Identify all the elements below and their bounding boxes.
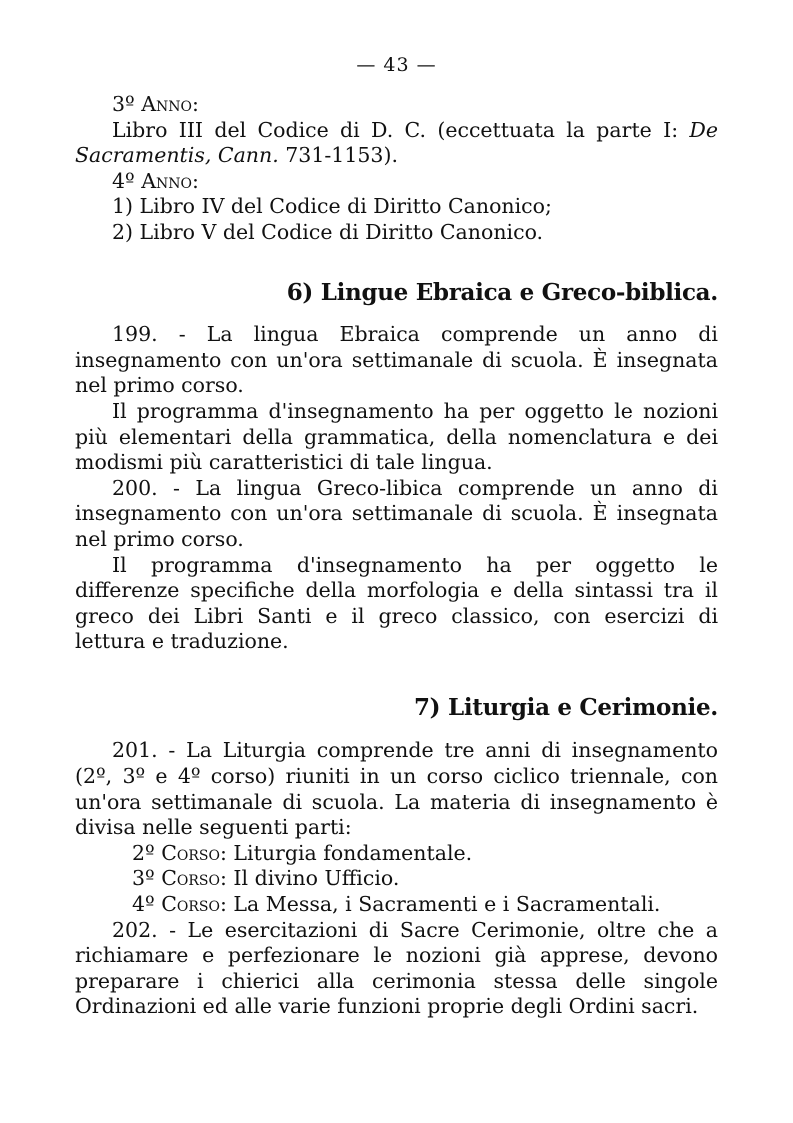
paragraph-200: 200. - La lingua Greco-libica comprende un anno di insegnamento con un'ora settimanale di scuola. È insegnata nel primo corso. bbox=[75, 475, 718, 551]
year3-text bbox=[75, 118, 718, 169]
course-2-label: 2º Corso: bbox=[132, 840, 227, 865]
course-3 bbox=[75, 866, 718, 892]
section-7-title: Liturgia e Cerimonie. bbox=[447, 693, 718, 721]
year4-label-text: 4º Anno: bbox=[112, 168, 199, 193]
course-2-text: Liturgia fondamentale. bbox=[226, 840, 473, 865]
year3-label-text: 3º Anno: bbox=[112, 92, 199, 116]
course-3-text: Il divino Ufficio. bbox=[226, 866, 400, 891]
course-4-label: 4º Corso: bbox=[132, 892, 227, 917]
paragraph-199-program: Il programma d'insegnamento ha per oggetto le nozioni più elementari della grammatica, della nomenclatura e dei modismi più caratteristici di tale lingua. bbox=[75, 398, 718, 475]
year4-label bbox=[75, 169, 718, 195]
paragraph-200-program: Il programma d'insegnamento ha per oggetto le differenze specifiche della morfologia e della sintassi tra il greco dei Libri Santi e il greco classico, con esercizi di lettura e traduzione. bbox=[75, 552, 718, 654]
paragraph-202: 202. - Le esercitazioni di Sacre Cerimonie, oltre che a richiamare e perfezionare le nozioni già apprese, devono preparare i chierici alla cerimonia stessa delle singole Ordinazioni ed alle varie funzioni proprie degli Ordini sacri. bbox=[75, 917, 718, 1019]
section-6-heading bbox=[75, 280, 718, 306]
course-4 bbox=[75, 892, 718, 918]
paragraph-199: 199. - La lingua Ebraica comprende un anno di insegnamento con un'ora settimanale di scuola. È insegnata nel primo corso. bbox=[75, 322, 718, 398]
course-3-label: 3º Corso: bbox=[132, 866, 227, 891]
year3-label bbox=[75, 92, 718, 118]
year3-text-b: 731-1153). bbox=[278, 143, 398, 168]
year4-item-2: 2) Libro V del Codice di Diritto Canonico. bbox=[112, 219, 544, 244]
page-number: — 43 — bbox=[356, 54, 437, 76]
course-4-text: La Messa, i Sacramenti e i Sacramentali. bbox=[226, 892, 661, 917]
course-2 bbox=[75, 841, 718, 867]
year3-text-italic: De Sacramentis, Cann. bbox=[75, 117, 718, 168]
section-6-number: 6) bbox=[286, 278, 313, 306]
paragraph-201: 201. - La Liturgia comprende tre anni di insegnamento (2º, 3º e 4º corso) riuniti in un corso ciclico triennale, con un'ora settimanale di scuola. La materia di insegnamento è divisa nelle seguenti parti: bbox=[75, 738, 718, 840]
section-7-heading bbox=[75, 695, 718, 721]
section-7-number: 7) bbox=[413, 693, 441, 721]
year3-text-a: Libro III del Codice di D. C. (eccettuata la parte I: bbox=[112, 117, 690, 142]
year4-item-1: 1) Libro IV del Codice di Diritto Canonico; bbox=[112, 194, 552, 219]
page-content bbox=[75, 92, 718, 1020]
section-6-title: Lingue Ebraica e Greco-biblica. bbox=[320, 278, 718, 306]
